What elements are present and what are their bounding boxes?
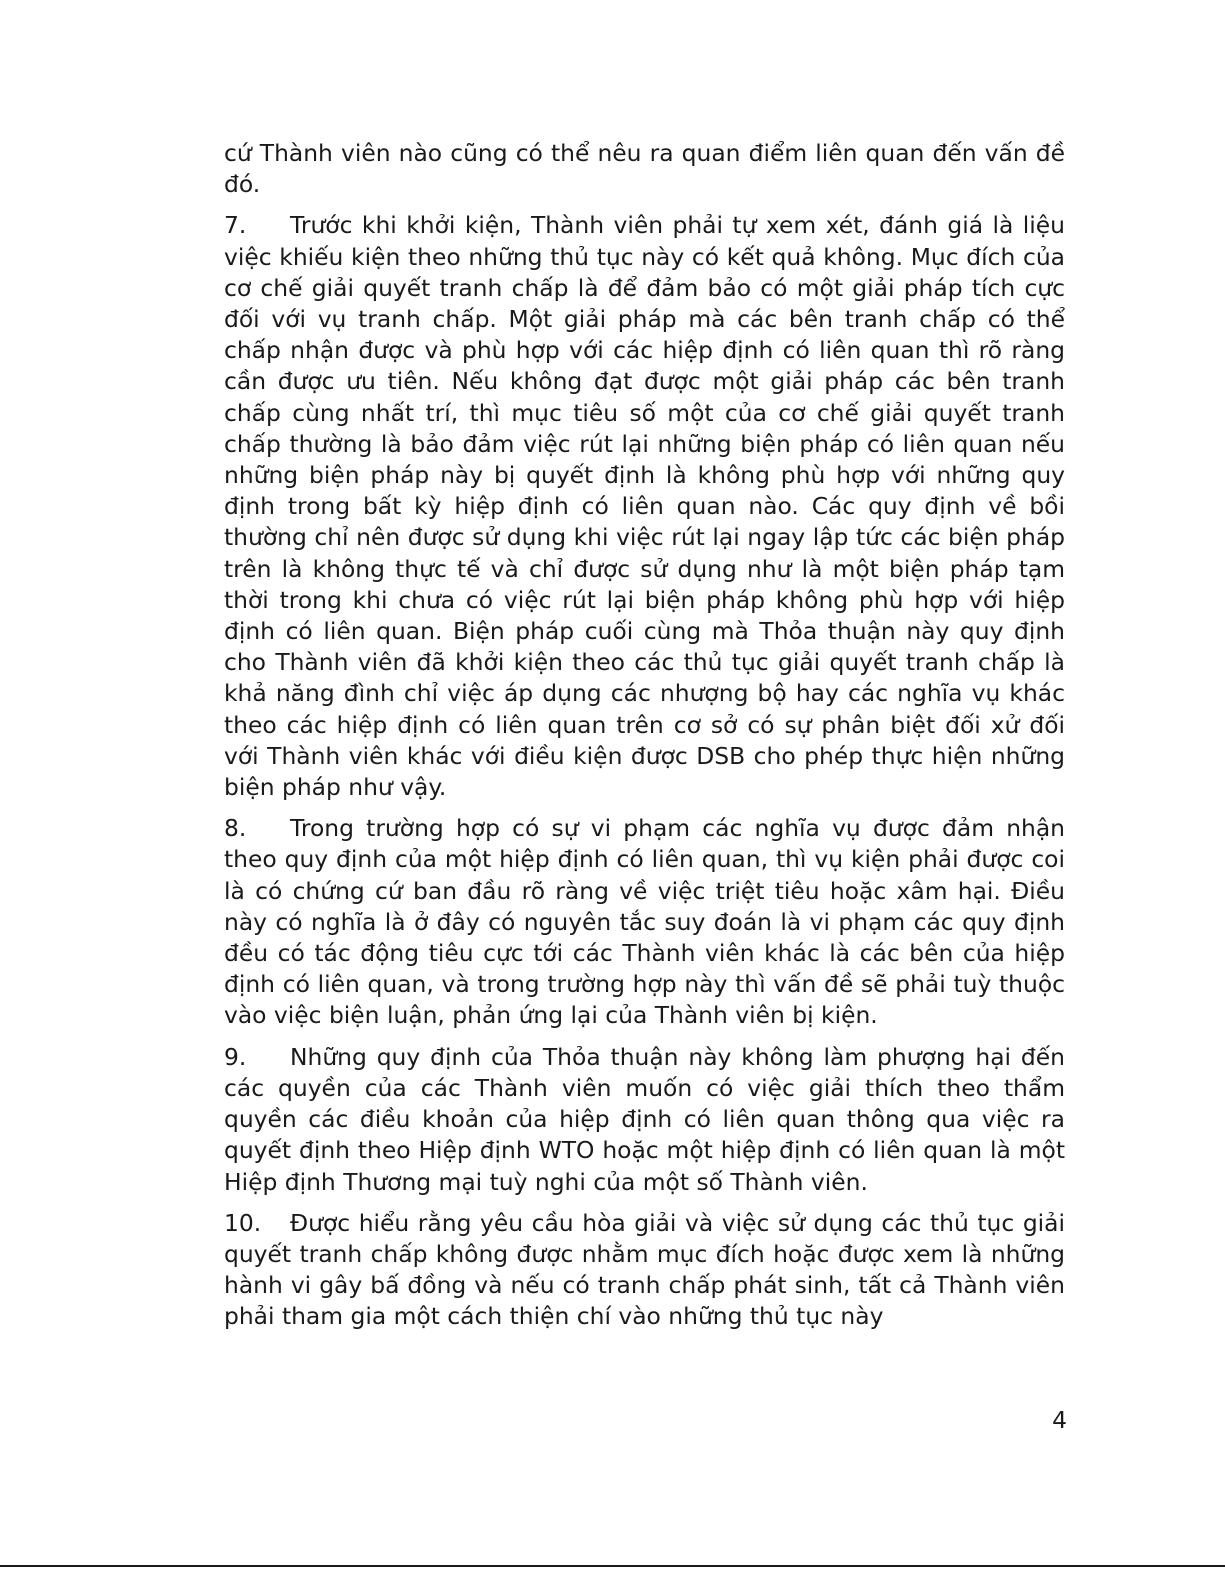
paragraph-9: [224, 1042, 1065, 1198]
page-number: 4: [1052, 1406, 1067, 1434]
document-body: [224, 138, 1065, 1343]
paragraph-text: Trong trường hợp có sự vi phạm các nghĩa vụ được đảm nhận theo quy định của một hiệp định có liên quan, thì vụ kiện phải được coi là có chứng cứ ban đầu rõ ràng về việc triệt tiêu hoặc xâm hại. Điều này có nghĩa là ở đây có nguyên tắc suy đoán là vi phạm các quy định đều có tác động tiêu cực tới các Thành viên khác là các bên của hiệp định có liên quan, và trong trường hợp này thì vấn đề sẽ phải tuỳ thuộc vào việc biện luận, phản ứng lại của Thành viên bị kiện.: [224, 814, 1065, 1030]
paragraph-10: [224, 1208, 1065, 1333]
paragraph-text: Trước khi khởi kiện, Thành viên phải tự xem xét, đánh giá là liệu việc khiếu kiện theo những thủ tục này có kết quả không. Mục đích của cơ chế giải quyết tranh chấp là để đảm bảo có một giải pháp tích cực đối với vụ tranh chấp. Một giải pháp mà các bên tranh chấp có thể chấp nhận được và phù hợp với các hiệp định có liên quan thì rõ ràng cần được ưu tiên. Nếu không đạt được một giải pháp các bên tranh chấp cùng nhất trí, thì mục tiêu số một của cơ chế giải quyết tranh chấp thường là bảo đảm việc rút lại những biện pháp có liên quan nếu những biện pháp này bị quyết định là không phù hợp với những quy định trong bất kỳ hiệp định có liên quan nào. Các quy định về bồi thường chỉ nên được sử dụng khi việc rút lại ngay lập tức các biện pháp trên là không thực tế và chỉ được sử dụng như là một biện pháp tạm thời trong khi chưa có việc rút lại biện pháp không phù hợp với hiệp định có liên quan. Biện pháp cuối cùng mà Thỏa thuận này quy định cho Thành viên đã khởi kiện theo các thủ tục giải quyết tranh chấp là khả năng đình chỉ việc áp dụng các nhượng bộ hay các nghĩa vụ khác theo các hiệp định có liên quan trên cơ sở có sự phân biệt đối xử đối với Thành viên khác với điều kiện được DSB cho phép thực hiện những biện pháp như vậy.: [224, 211, 1065, 802]
continuation-paragraph: [224, 138, 1065, 200]
paragraph-text: Được hiểu rằng yêu cầu hòa giải và việc sử dụng các thủ tục giải quyết tranh chấp không được nhằm mục đích hoặc được xem là những hành vi gây bấ đồng và nếu có tranh chấp phát sinh, tất cả Thành viên phải tham gia một cách thiện chí vào những thủ tục này: [224, 1208, 1065, 1331]
paragraph-text: Những quy định của Thỏa thuận này không làm phượng hại đến các quyền của các Thành viên muốn có việc giải thích theo thẩm quyền các điều khoản của hiệp định có liên quan thông qua việc ra quyết định theo Hiệp định WTO hoặc một hiệp định có liên quan là một Hiệp định Thương mại tuỳ nghi của một số Thành viên.: [224, 1042, 1065, 1196]
paragraph-7: [224, 210, 1065, 803]
paragraph-number: 8.: [224, 814, 247, 843]
paragraph-number: 10.: [224, 1208, 262, 1237]
paragraph-number: 9.: [224, 1042, 247, 1071]
paragraph-text: cứ Thành viên nào cũng có thể nêu ra quan điểm liên quan đến vấn đề đó.: [224, 139, 1065, 199]
bottom-divider: [0, 1565, 1225, 1567]
paragraph-8: [224, 813, 1065, 1031]
paragraph-number: 7.: [224, 211, 247, 240]
